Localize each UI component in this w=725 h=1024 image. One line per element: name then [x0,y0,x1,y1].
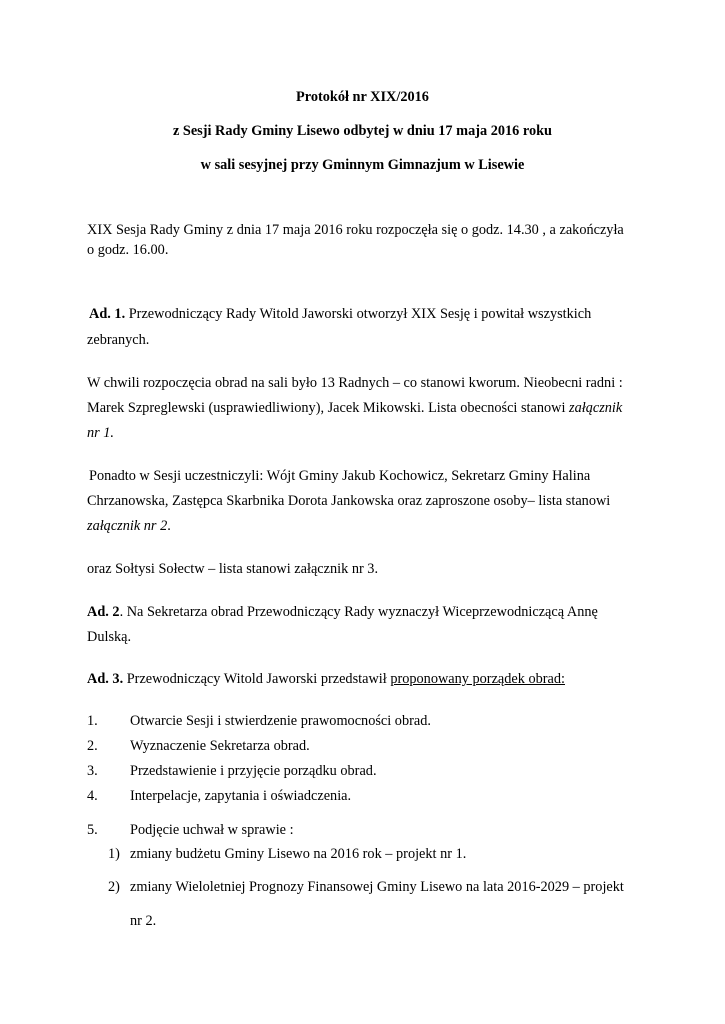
document-location: w sali sesyjnej przy Gminnym Gimnazjum w Lisewie [200,157,525,173]
agenda-heading: proponowany porządek obrad: [390,671,565,687]
quorum-line-2: Marek Szpreglewski (usprawiedliwiony), Jacek Mikowski. Lista obecności stanowi załącznik [87,400,623,416]
agenda-item: Wyznaczenie Sekretarza obrad. [130,738,310,754]
subitem: zmiany Wieloletniej Prognozy Finansowej Gminy Lisewo na lata 2016-2029 – projekt [130,879,624,895]
ad2-label: Ad. 2 [87,604,120,620]
agenda-item-num: 4. [87,788,98,804]
subitem-num: 1) [108,846,120,862]
agenda-item: Otwarcie Sesji i stwierdzenie prawomocności obrad. [130,713,431,729]
intro-line-1: XIX Sesja Rady Gminy z dnia 17 maja 2016 roku rozpoczęła się o godz. 14.30 , a zakończyła [87,222,624,238]
subitem: zmiany budżetu Gminy Lisewo na 2016 rok – projekt nr 1. [130,846,467,862]
soltysi-line: oraz Sołtysi Sołectw – lista stanowi załącznik nr 3. [87,561,379,577]
document-title: Protokół nr XIX/2016 [296,89,429,105]
agenda-item: Przedstawienie i przyjęcie porządku obrad. [130,763,377,779]
quorum-line-1: W chwili rozpoczęcia obrad na sali było 13 Radnych – co stanowi kworum. Nieobecni radni : [87,375,623,391]
ad3-line: Ad. 3. Przewodniczący Witold Jaworski przedstawił proponowany porządek obrad: [87,671,565,687]
agenda-item-num: 2. [87,738,98,754]
quorum-line-3: nr 1. [87,425,115,441]
agenda-item-num: 5. [87,822,98,838]
agenda-item-num: 3. [87,763,98,779]
document-subtitle: z Sesji Rady Gminy Lisewo odbytej w dniu 17 maja 2016 roku [172,123,553,139]
guests-line-1: Ponadto w Sesji uczestniczyli: Wójt Gminy Jakub Kochowicz, Sekretarz Gminy Halina [89,468,591,484]
ad1-line-2: zebranych. [87,332,150,348]
ad2-line-1: Ad. 2. Na Sekretarza obrad Przewodniczący Rady wyznaczył Wiceprzewodniczącą Annę [87,604,598,620]
ad2-line-2: Dulską. [87,629,132,645]
ad1-label: Ad. 1. [89,306,126,322]
ad1-line-1: Ad. 1. Przewodniczący Rady Witold Jaworski otworzył XIX Sesję i powitał wszystkich [89,306,592,322]
guests-line-3: załącznik nr 2. [87,518,171,534]
agenda-item: Interpelacje, zapytania i oświadczenia. [130,788,352,804]
subitem-num: 2) [108,879,120,895]
agenda-item: Podjęcie uchwał w sprawie : [130,822,294,838]
ad3-label: Ad. 3. [87,671,124,687]
agenda-item-num: 1. [87,713,98,729]
guests-line-2: Chrzanowska, Zastępca Skarbnika Dorota Jankowska oraz zaproszone osoby– lista stanowi [87,493,611,509]
subitem-continuation: nr 2. [130,913,157,929]
intro-line-2: o godz. 16.00. [87,242,169,258]
